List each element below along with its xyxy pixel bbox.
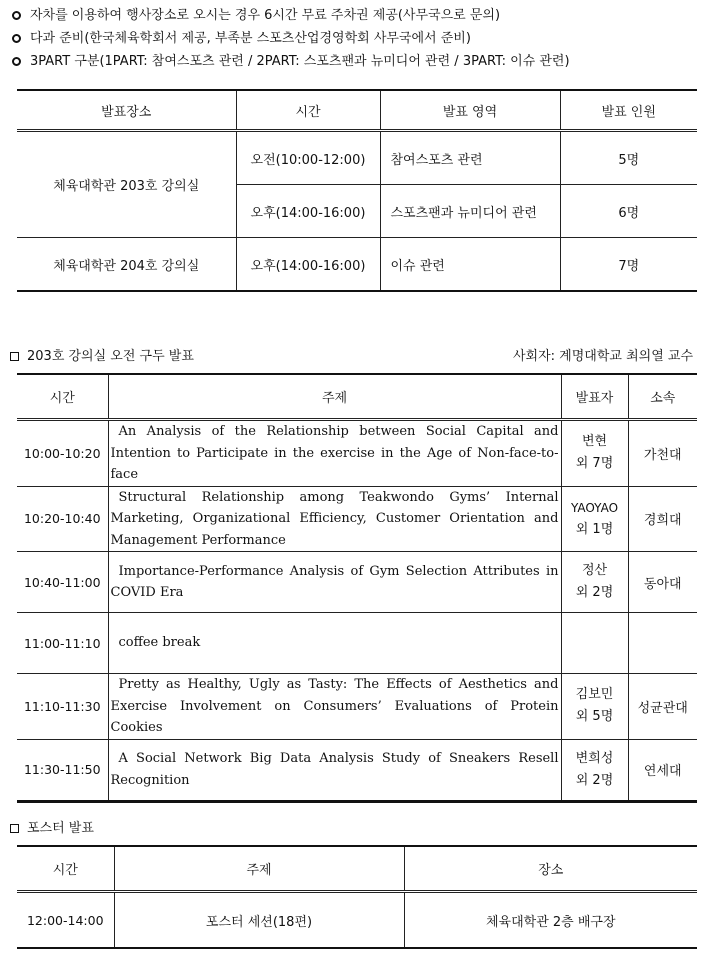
time-cell: 11:30-11:50: [17, 739, 108, 801]
area-cell: 참여스포츠 관련: [380, 131, 560, 185]
table-row: [17, 552, 697, 613]
square-bullet-icon: [10, 352, 19, 361]
poster-section-title: 포스터 발표: [10, 817, 94, 836]
table-row: [17, 674, 697, 740]
affiliation-cell: 동아대: [628, 552, 697, 613]
moderator-label: 사회자: 계명대학교 최의열 교수: [512, 349, 693, 364]
poster-table: [17, 845, 697, 949]
time-cell: 10:00-10:20: [17, 420, 108, 487]
circle-bullet-icon: [12, 34, 21, 43]
affiliation-cell: 가천대: [628, 420, 697, 487]
affiliation-cell: 연세대: [628, 739, 697, 801]
place-cell: 체육대학관 203호 강의실: [17, 131, 236, 238]
table-row: [17, 420, 697, 487]
count-cell: 7명: [560, 238, 697, 292]
table-row: [17, 892, 697, 949]
topic-cell: 포스터 세션(18편): [114, 892, 404, 949]
column-header: 소속: [628, 374, 697, 420]
time-cell: 오전(10:00-12:00): [236, 131, 380, 185]
topic-cell: Pretty as Healthy, Ugly as Tasty: The Effects of Aesthetics and Exercise Involvement on Consumers’ Evaluations of Protein Cookies: [108, 674, 561, 740]
column-header: 발표장소: [17, 90, 236, 131]
table-header-row: [17, 374, 697, 420]
column-header: 발표 영역: [380, 90, 560, 131]
column-header: 시간: [17, 374, 108, 420]
area-cell: 스포츠팬과 뉴미디어 관련: [380, 185, 560, 238]
topic-cell: Structural Relationship among Teakwondo Gyms’ Internal Marketing, Organizational Efficiency, Customer Orientation and Management Performance: [108, 486, 561, 552]
time-cell: 11:00-11:10: [17, 613, 108, 674]
time-cell: 10:20-10:40: [17, 486, 108, 552]
notice-item: 자차를 이용하여 행사장소로 오시는 경우 6시간 무료 주차권 제공(사무국으로 문의): [12, 4, 702, 27]
oral-table: [17, 373, 697, 803]
time-cell: 오후(14:00-16:00): [236, 185, 380, 238]
table-row: [17, 613, 697, 674]
presenter-cell: 김보민 외 5명: [561, 674, 628, 740]
notice-item: 다과 준비(한국체육학회서 제공, 부족분 스포츠산업경영학회 사무국에서 준비): [12, 27, 702, 50]
notice-item: 3PART 구분(1PART: 참여스포츠 관련 / 2PART: 스포츠팬과 뉴미디어 관련 / 3PART: 이슈 관련): [12, 50, 702, 73]
time-cell: 11:10-11:30: [17, 674, 108, 740]
oral-section-title: 203호 강의실 오전 구두 발표: [10, 345, 194, 364]
presenter-cell: 정산 외 2명: [561, 552, 628, 613]
area-cell: 이슈 관련: [380, 238, 560, 292]
circle-bullet-icon: [12, 57, 21, 66]
circle-bullet-icon: [12, 11, 21, 20]
topic-cell: Importance-Performance Analysis of Gym Selection Attributes in COVID Era: [108, 552, 561, 613]
presenter-cell: YAOYAO 외 1명: [561, 486, 628, 552]
presenter-cell: 변희성 외 2명: [561, 739, 628, 801]
column-header: 시간: [17, 846, 114, 892]
time-cell: 10:40-11:00: [17, 552, 108, 613]
time-cell: 오후(14:00-16:00): [236, 238, 380, 292]
table-header-row: [17, 90, 697, 131]
time-cell: 12:00-14:00: [17, 892, 114, 949]
column-header: 시간: [236, 90, 380, 131]
affiliation-cell: 경희대: [628, 486, 697, 552]
affiliation-cell: [628, 613, 697, 674]
presenter-cell: [561, 613, 628, 674]
column-header: 주제: [114, 846, 404, 892]
notice-list: [12, 4, 702, 73]
count-cell: 5명: [560, 131, 697, 185]
place-cell: 체육대학관 2층 배구장: [404, 892, 697, 949]
column-header: 장소: [404, 846, 697, 892]
schedule-table: [17, 89, 697, 292]
column-header: 주제: [108, 374, 561, 420]
table-row: [17, 739, 697, 801]
table-row: [17, 486, 697, 552]
count-cell: 6명: [560, 185, 697, 238]
table-row: [17, 131, 697, 185]
square-bullet-icon: [10, 824, 19, 833]
presenter-cell: 변현 외 7명: [561, 420, 628, 487]
column-header: 발표 인원: [560, 90, 697, 131]
table-header-row: [17, 846, 697, 892]
affiliation-cell: 성균관대: [628, 674, 697, 740]
place-cell: 체육대학관 204호 강의실: [17, 238, 236, 292]
topic-cell: A Social Network Big Data Analysis Study of Sneakers Resell Recognition: [108, 739, 561, 801]
column-header: 발표자: [561, 374, 628, 420]
table-row: [17, 238, 697, 292]
topic-cell: An Analysis of the Relationship between Social Capital and Intention to Participate in the exercise in the Age of Non-face-to-face: [108, 420, 561, 487]
topic-cell: coffee break: [108, 613, 561, 674]
